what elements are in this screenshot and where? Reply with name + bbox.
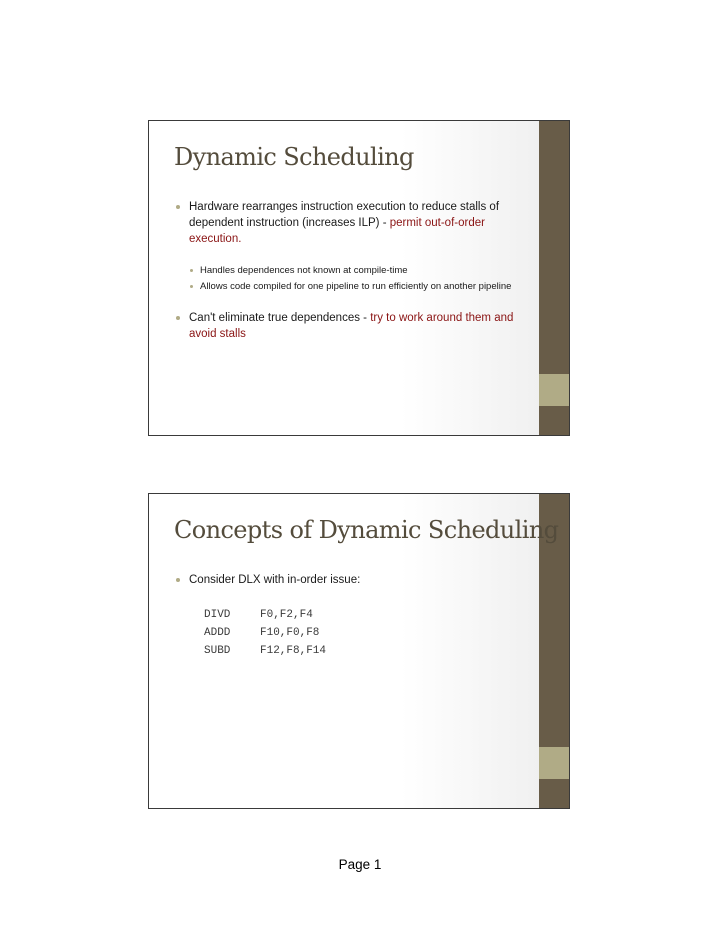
code-opcode: SUBD: [204, 645, 231, 657]
sub-bullet-compile-time: Handles dependences not known at compile-time: [189, 264, 519, 277]
slide-title: Concepts of Dynamic Scheduling: [174, 516, 559, 544]
bullet-hardware-rearranges: [174, 199, 519, 247]
bullet-highlight: permit out-of-order execution.: [189, 217, 485, 245]
slide-sidebar-accent: [539, 747, 569, 779]
code-operands: F0,F2,F4: [260, 609, 313, 621]
slide-content: [174, 572, 519, 660]
bullet-true-dependences: [174, 310, 519, 342]
slide-title: Dynamic Scheduling: [174, 143, 414, 171]
code-opcode: ADDD: [204, 627, 231, 639]
bullet-highlight: try to work around them and avoid stalls: [189, 312, 514, 340]
page-number: Page 1: [338, 857, 382, 872]
slide-concepts-dynamic-scheduling: [148, 493, 570, 809]
code-operands: F12,F8,F14: [260, 645, 327, 657]
code-opcode: DIVD: [204, 609, 231, 621]
code-line: [204, 642, 519, 660]
bullet-text: Hardware rearranges instruction execution to reduce stalls of dependent instruction (increases ILP) -: [189, 201, 500, 229]
bullet-consider-dlx: Consider DLX with in-order issue:: [174, 572, 519, 588]
code-block: [204, 606, 519, 660]
code-operands: F10,F0,F8: [260, 627, 320, 639]
code-line: [204, 606, 519, 624]
code-line: [204, 624, 519, 642]
slide-sidebar-accent: [539, 374, 569, 406]
slide-dynamic-scheduling: [148, 120, 570, 436]
bullet-text: Can't eliminate true dependences -: [189, 312, 371, 324]
slide-content: [174, 199, 519, 342]
sub-bullet-pipeline: Allows code compiled for one pipeline to run efficiently on another pipeline: [189, 280, 519, 293]
